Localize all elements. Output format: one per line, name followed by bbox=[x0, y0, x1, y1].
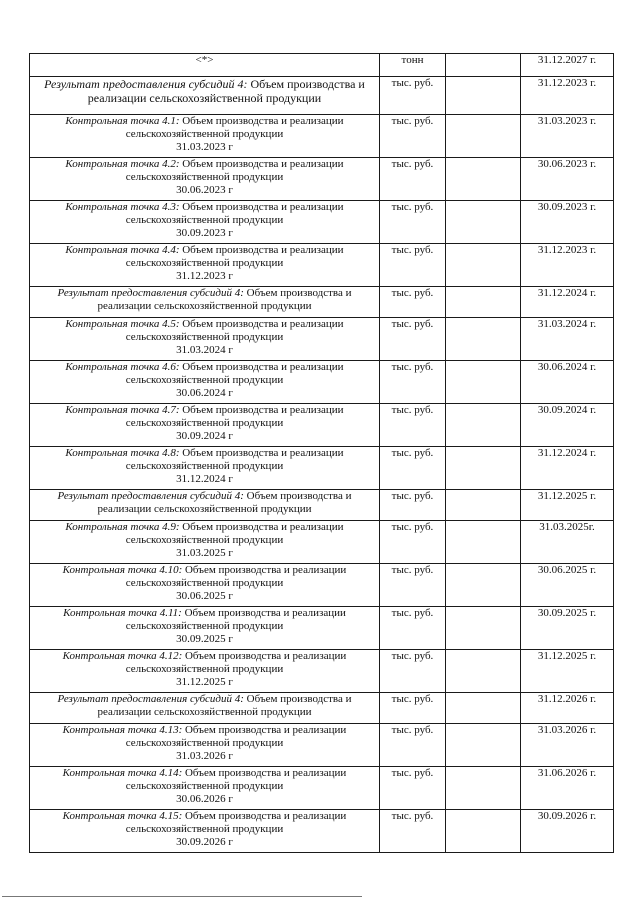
result-row bbox=[30, 287, 614, 318]
description-date-line: 30.06.2023 г bbox=[176, 184, 233, 196]
unit-cell: тыс. руб. bbox=[380, 490, 446, 521]
control-point-label: Контрольная точка 4.10: bbox=[62, 564, 183, 576]
description-text: Объем производства и реализации bbox=[182, 361, 344, 373]
description-cell bbox=[30, 318, 380, 361]
description-line-1 bbox=[30, 201, 379, 214]
description-date-line: 30.06.2024 г bbox=[176, 387, 233, 399]
blank-cell bbox=[446, 287, 521, 318]
blank-cell bbox=[446, 693, 521, 724]
blank-cell bbox=[446, 810, 521, 853]
description-cell bbox=[30, 607, 380, 650]
result-row bbox=[30, 490, 614, 521]
unit-cell: тыс. руб. bbox=[380, 244, 446, 287]
description-text: Объем производства и bbox=[246, 693, 352, 705]
description-cell bbox=[30, 244, 380, 287]
description-cell bbox=[30, 404, 380, 447]
description-date-line: 31.03.2025 г bbox=[176, 547, 233, 559]
control-point-label: Контрольная точка 4.4: bbox=[65, 244, 180, 256]
control-point-label: Контрольная точка 4.15: bbox=[62, 810, 183, 822]
blank-cell bbox=[446, 318, 521, 361]
description-line-2: сельскохозяйственной продукции bbox=[125, 374, 284, 386]
date-cell: 30.09.2023 г. bbox=[521, 201, 614, 244]
result-label: Результат предоставления субсидий 4: bbox=[44, 77, 248, 91]
description-line-1 bbox=[30, 77, 379, 91]
blank-cell bbox=[446, 201, 521, 244]
header-desc-cell: <*> bbox=[30, 54, 380, 77]
table-row-header bbox=[30, 54, 614, 77]
date-cell: 31.06.2026 г. bbox=[521, 767, 614, 810]
date-cell: 31.03.2023 г. bbox=[521, 115, 614, 158]
unit-cell: тыс. руб. bbox=[380, 724, 446, 767]
control-point-label: Контрольная точка 4.7: bbox=[65, 404, 180, 416]
description-cell bbox=[30, 767, 380, 810]
control-point-label: Контрольная точка 4.1: bbox=[65, 115, 180, 127]
unit-cell: тыс. руб. bbox=[380, 287, 446, 318]
unit-cell: тыс. руб. bbox=[380, 693, 446, 724]
description-text: Объем производства и реализации bbox=[182, 447, 344, 459]
description-date-line: 30.09.2023 г bbox=[176, 227, 233, 239]
description-cell bbox=[30, 810, 380, 853]
date-cell: 30.06.2023 г. bbox=[521, 158, 614, 201]
description-cell bbox=[30, 115, 380, 158]
description-text: Объем производства и реализации bbox=[184, 767, 347, 779]
description-date-line: 30.09.2026 г bbox=[176, 836, 233, 848]
date-cell: 30.06.2024 г. bbox=[521, 361, 614, 404]
unit-cell: тыс. руб. bbox=[380, 564, 446, 607]
description-line-1 bbox=[30, 447, 379, 460]
unit-cell: тыс. руб. bbox=[380, 201, 446, 244]
description-line-2: сельскохозяйственной продукции bbox=[125, 331, 284, 343]
date-cell: 31.12.2023 г. bbox=[521, 77, 614, 115]
unit-cell: тыс. руб. bbox=[380, 650, 446, 693]
control-point-label: Контрольная точка 4.8: bbox=[65, 447, 180, 459]
header-date-cell: 31.12.2027 г. bbox=[521, 54, 614, 77]
description-cell bbox=[30, 77, 380, 115]
description-line-2: сельскохозяйственной продукции bbox=[125, 534, 284, 546]
description-line-2: сельскохозяйственной продукции bbox=[125, 780, 284, 792]
description-line-1 bbox=[30, 287, 379, 300]
control-point-row bbox=[30, 650, 614, 693]
control-point-row bbox=[30, 361, 614, 404]
unit-cell: тыс. руб. bbox=[380, 77, 446, 115]
description-date-line: 30.06.2026 г bbox=[176, 793, 233, 805]
description-line-1 bbox=[30, 115, 379, 128]
control-point-row bbox=[30, 810, 614, 853]
blank-cell bbox=[446, 650, 521, 693]
description-line-2: сельскохозяйственной продукции bbox=[125, 257, 284, 269]
description-text: Объем производства и реализации bbox=[182, 244, 344, 256]
control-point-label: Контрольная точка 4.9: bbox=[65, 521, 180, 533]
date-cell: 31.03.2026 г. bbox=[521, 724, 614, 767]
blank-cell bbox=[446, 361, 521, 404]
control-point-label: Контрольная точка 4.11: bbox=[63, 607, 182, 619]
description-text: Объем производства и реализации bbox=[182, 404, 344, 416]
blank-cell bbox=[446, 77, 521, 115]
control-point-label: Контрольная точка 4.5: bbox=[65, 318, 180, 330]
description-line-2: сельскохозяйственной продукции bbox=[125, 663, 284, 675]
description-line-1 bbox=[30, 244, 379, 257]
description-date-line: 30.09.2025 г bbox=[176, 633, 233, 645]
description-line-1 bbox=[30, 521, 379, 534]
description-cell bbox=[30, 650, 380, 693]
unit-cell: тыс. руб. bbox=[380, 447, 446, 490]
control-point-row bbox=[30, 244, 614, 287]
result-row bbox=[30, 693, 614, 724]
control-point-label: Контрольная точка 4.3: bbox=[65, 201, 180, 213]
date-cell: 31.03.2025г. bbox=[521, 521, 614, 564]
result-label: Результат предоставления субсидий 4: bbox=[57, 490, 244, 502]
description-line-2: сельскохозяйственной продукции bbox=[125, 823, 284, 835]
description-line-2: сельскохозяйственной продукции bbox=[125, 214, 284, 226]
control-point-row bbox=[30, 767, 614, 810]
header-blank-cell bbox=[446, 54, 521, 77]
description-text: Объем производства и реализации bbox=[184, 607, 346, 619]
control-point-row bbox=[30, 724, 614, 767]
unit-cell: тыс. руб. bbox=[380, 115, 446, 158]
description-text: Объем производства и реализации bbox=[184, 724, 347, 736]
unit-cell: тыс. руб. bbox=[380, 361, 446, 404]
date-cell: 30.09.2026 г. bbox=[521, 810, 614, 853]
date-cell: 31.12.2024 г. bbox=[521, 447, 614, 490]
description-line-1 bbox=[30, 810, 379, 823]
description-line-1 bbox=[30, 767, 379, 780]
blank-cell bbox=[446, 490, 521, 521]
description-line-1 bbox=[30, 490, 379, 503]
control-point-row bbox=[30, 158, 614, 201]
unit-cell: тыс. руб. bbox=[380, 158, 446, 201]
unit-cell: тыс. руб. bbox=[380, 404, 446, 447]
description-text: Объем производства и реализации bbox=[182, 521, 344, 533]
description-cell bbox=[30, 564, 380, 607]
blank-cell bbox=[446, 158, 521, 201]
date-cell: 31.12.2025 г. bbox=[521, 650, 614, 693]
description-date-line: 31.03.2023 г bbox=[176, 141, 233, 153]
date-cell: 31.12.2023 г. bbox=[521, 244, 614, 287]
description-date-line: 31.12.2023 г bbox=[176, 270, 233, 282]
description-date-line: 30.09.2024 г bbox=[176, 430, 233, 442]
description-line-1 bbox=[30, 724, 379, 737]
results-table-body bbox=[30, 54, 614, 853]
blank-cell bbox=[446, 115, 521, 158]
description-line-2: сельскохозяйственной продукции bbox=[125, 737, 284, 749]
footer-rule bbox=[2, 896, 362, 897]
description-cell bbox=[30, 447, 380, 490]
description-cell bbox=[30, 201, 380, 244]
control-point-row bbox=[30, 447, 614, 490]
control-point-label: Контрольная точка 4.6: bbox=[65, 361, 180, 373]
date-cell: 31.12.2025 г. bbox=[521, 490, 614, 521]
blank-cell bbox=[446, 724, 521, 767]
description-cell bbox=[30, 724, 380, 767]
description-cell bbox=[30, 287, 380, 318]
description-line-2: реализации сельскохозяйственной продукции bbox=[87, 91, 322, 105]
description-line-2: реализации сельскохозяйственной продукции bbox=[97, 706, 312, 718]
description-cell bbox=[30, 158, 380, 201]
control-point-row bbox=[30, 521, 614, 564]
blank-cell bbox=[446, 404, 521, 447]
description-cell bbox=[30, 521, 380, 564]
description-date-line: 31.12.2024 г bbox=[176, 473, 233, 485]
unit-cell: тыс. руб. bbox=[380, 607, 446, 650]
unit-cell: тыс. руб. bbox=[380, 767, 446, 810]
description-line-1 bbox=[30, 404, 379, 417]
description-line-1 bbox=[30, 650, 379, 663]
result-label: Результат предоставления субсидий 4: bbox=[57, 287, 244, 299]
description-text: Объем производства и реализации bbox=[182, 201, 344, 213]
description-text: Объем производства и реализации bbox=[184, 650, 347, 662]
blank-cell bbox=[446, 767, 521, 810]
description-date-line: 30.06.2025 г bbox=[176, 590, 233, 602]
date-cell: 30.09.2025 г. bbox=[521, 607, 614, 650]
description-line-2: сельскохозяйственной продукции bbox=[125, 577, 284, 589]
control-point-row bbox=[30, 115, 614, 158]
description-line-2: сельскохозяйственной продукции bbox=[125, 460, 284, 472]
description-line-2: сельскохозяйственной продукции bbox=[125, 128, 284, 140]
description-date-line: 31.12.2025 г bbox=[176, 676, 233, 688]
description-date-line: 31.03.2026 г bbox=[176, 750, 233, 762]
description-line-2: сельскохозяйственной продукции bbox=[125, 417, 284, 429]
description-text: Объем производства и реализации bbox=[184, 564, 347, 576]
date-cell: 30.09.2024 г. bbox=[521, 404, 614, 447]
control-point-label: Контрольная точка 4.2: bbox=[65, 158, 180, 170]
control-point-row bbox=[30, 564, 614, 607]
description-line-1 bbox=[30, 318, 379, 331]
description-text: Объем производства и реализации bbox=[182, 318, 344, 330]
control-point-row bbox=[30, 318, 614, 361]
description-cell bbox=[30, 361, 380, 404]
unit-cell: тыс. руб. bbox=[380, 810, 446, 853]
description-line-2: реализации сельскохозяйственной продукции bbox=[97, 300, 312, 312]
description-line-2: реализации сельскохозяйственной продукции bbox=[97, 503, 312, 515]
description-text: Объем производства и bbox=[246, 490, 352, 502]
description-line-1 bbox=[30, 361, 379, 374]
description-text: Объем производства и bbox=[246, 287, 352, 299]
description-line-2: сельскохозяйственной продукции bbox=[125, 620, 284, 632]
description-cell bbox=[30, 693, 380, 724]
description-text: Объем производства и реализации bbox=[182, 115, 344, 127]
results-table bbox=[29, 53, 614, 853]
description-date-line: 31.03.2024 г bbox=[176, 344, 233, 356]
date-cell: 31.03.2024 г. bbox=[521, 318, 614, 361]
blank-cell bbox=[446, 521, 521, 564]
description-line-1 bbox=[30, 158, 379, 171]
date-cell: 30.06.2025 г. bbox=[521, 564, 614, 607]
control-point-label: Контрольная точка 4.12: bbox=[62, 650, 183, 662]
result-label: Результат предоставления субсидий 4: bbox=[57, 693, 244, 705]
description-text: Объем производства и реализации bbox=[184, 810, 347, 822]
date-cell: 31.12.2024 г. bbox=[521, 287, 614, 318]
result-row bbox=[30, 77, 614, 115]
unit-cell: тыс. руб. bbox=[380, 318, 446, 361]
date-cell: 31.12.2026 г. bbox=[521, 693, 614, 724]
header-unit-cell: тонн bbox=[380, 54, 446, 77]
control-point-row bbox=[30, 201, 614, 244]
blank-cell bbox=[446, 564, 521, 607]
control-point-label: Контрольная точка 4.14: bbox=[62, 767, 183, 779]
blank-cell bbox=[446, 607, 521, 650]
unit-cell: тыс. руб. bbox=[380, 521, 446, 564]
description-line-1 bbox=[30, 564, 379, 577]
description-text: Объем производства и bbox=[250, 77, 365, 91]
blank-cell bbox=[446, 447, 521, 490]
description-line-1 bbox=[30, 693, 379, 706]
description-line-1 bbox=[30, 607, 379, 620]
control-point-label: Контрольная точка 4.13: bbox=[62, 724, 183, 736]
control-point-row bbox=[30, 404, 614, 447]
blank-cell bbox=[446, 244, 521, 287]
description-text: Объем производства и реализации bbox=[182, 158, 344, 170]
control-point-row bbox=[30, 607, 614, 650]
description-cell bbox=[30, 490, 380, 521]
description-line-2: сельскохозяйственной продукции bbox=[125, 171, 284, 183]
